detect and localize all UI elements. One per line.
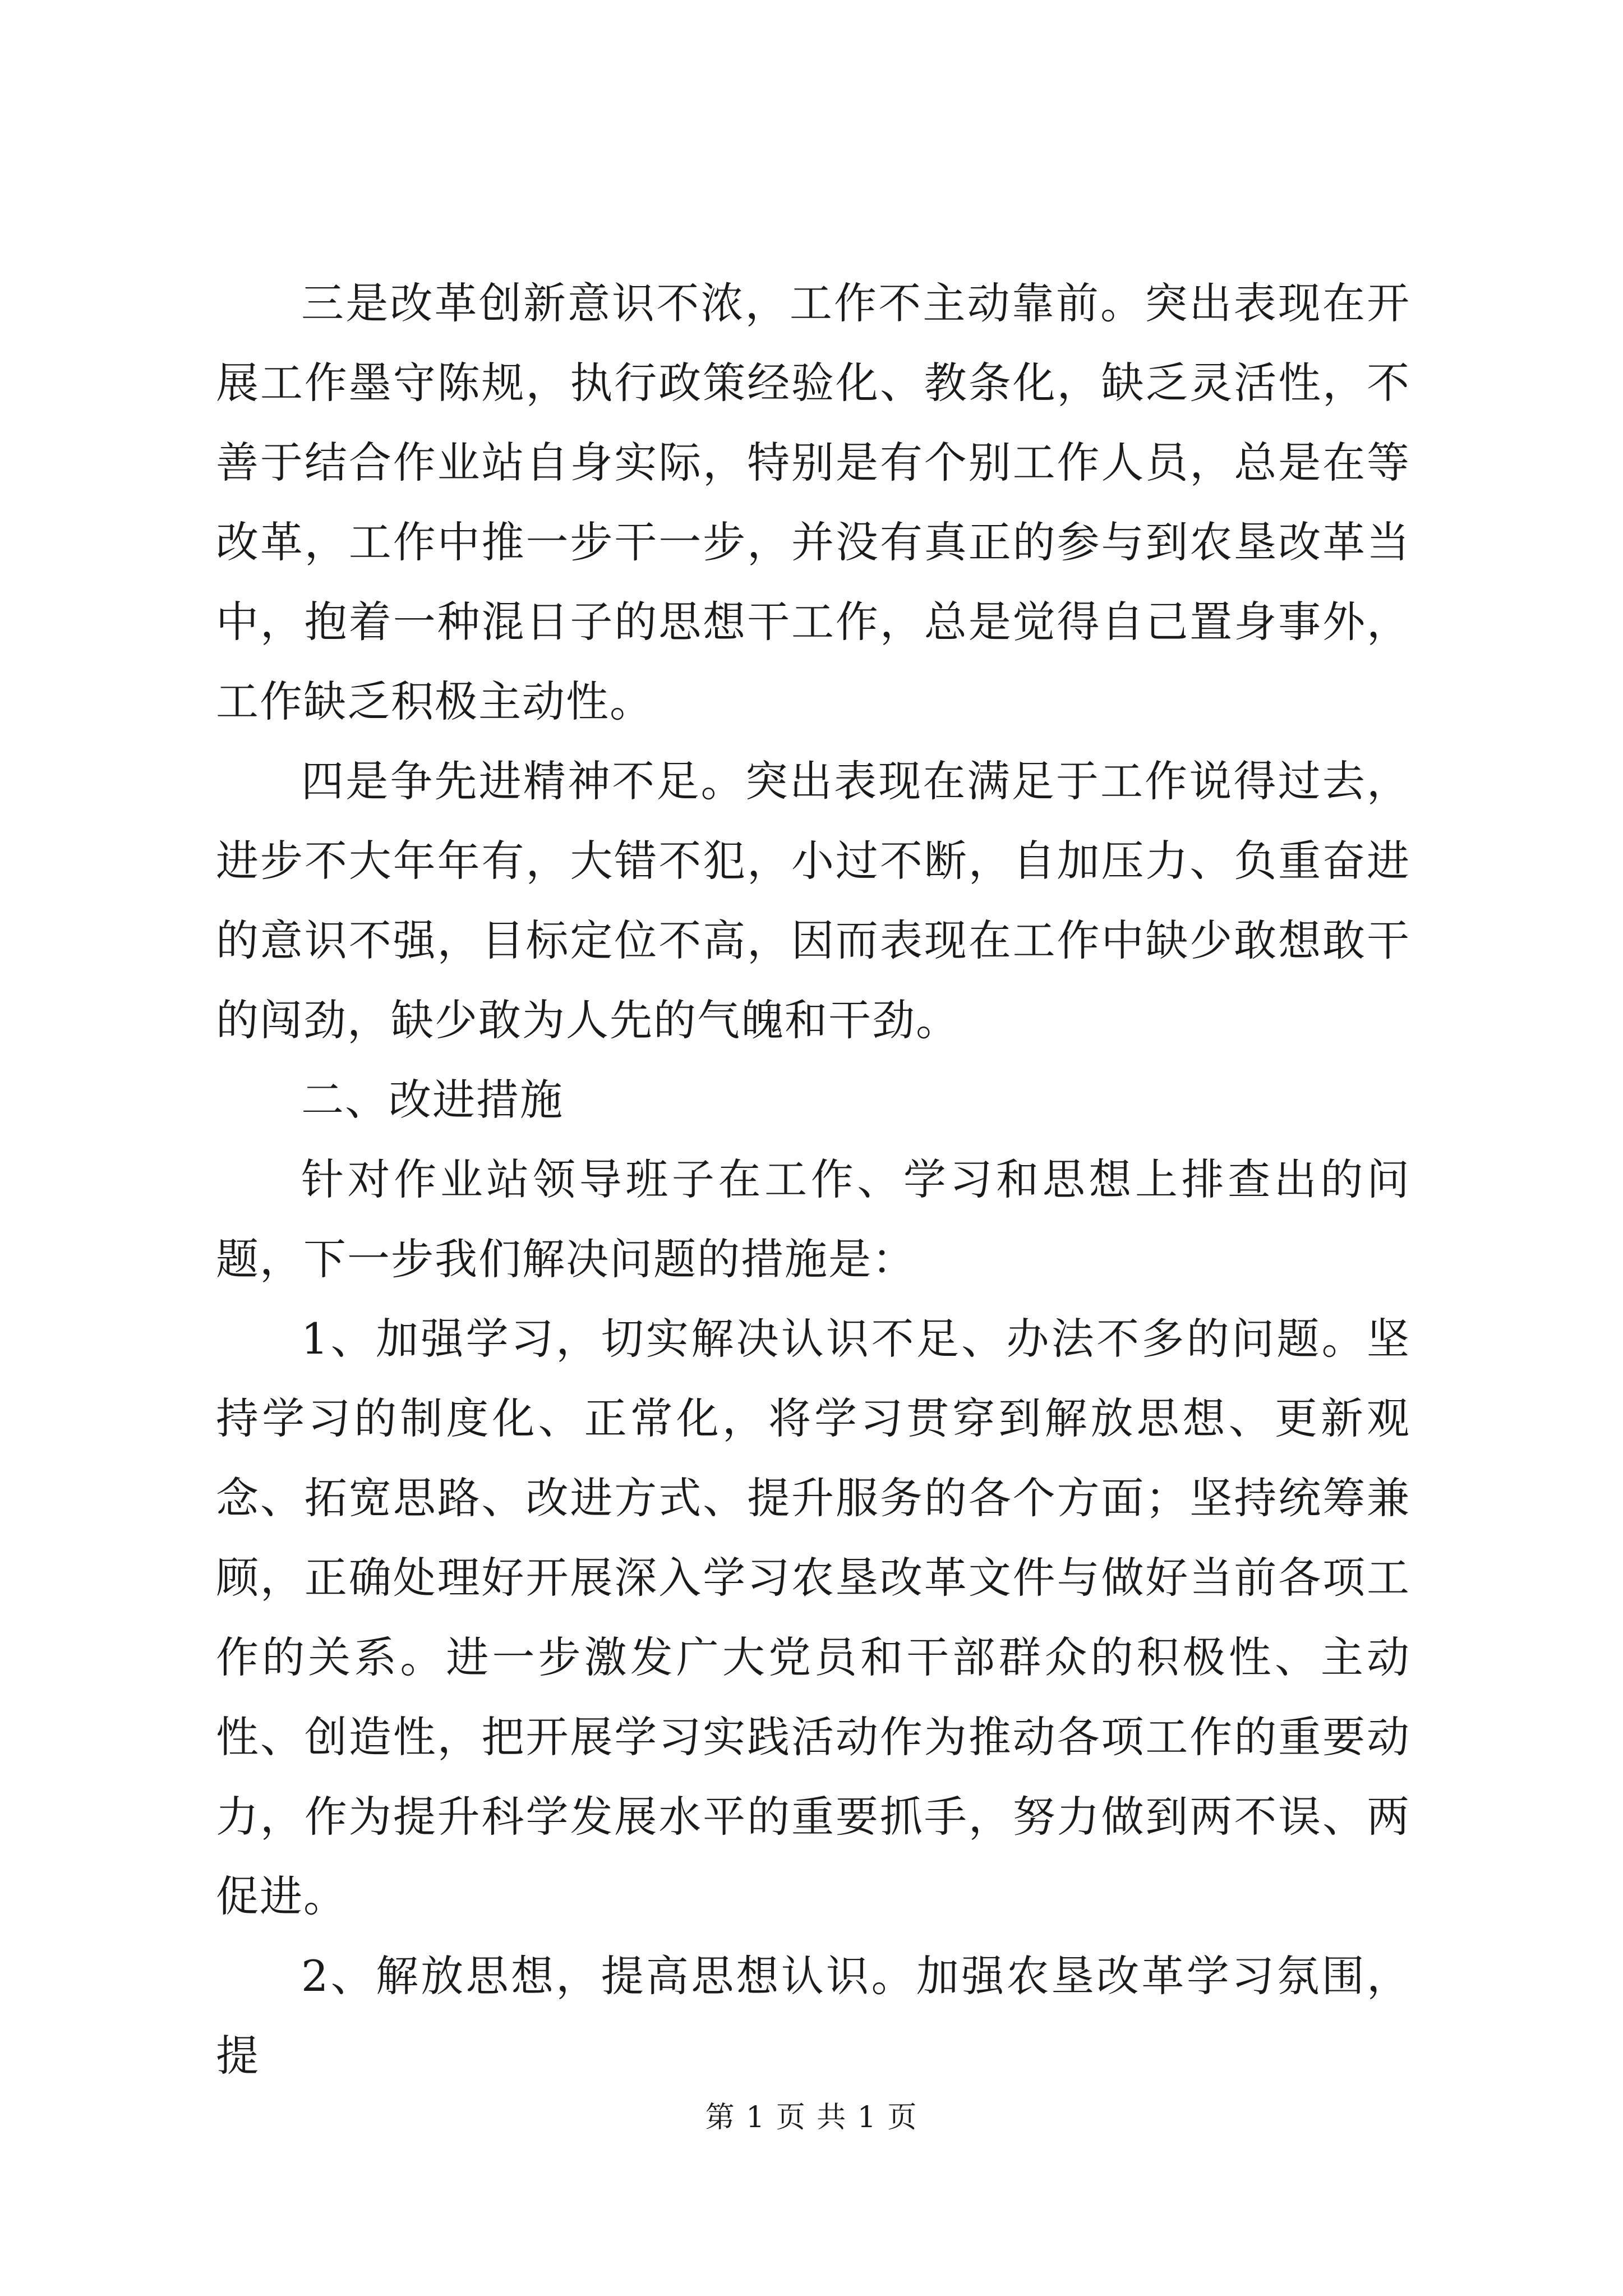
page-number-footer: 第 1 页 共 1 页	[705, 2101, 918, 2134]
paragraph-1: 三是改革创新意识不浓，工作不主动靠前。突出表现在开展工作墨守陈规，执行政策经验化、教条化，缺乏灵活性，不善于结合作业站自身实际，特别是有个别工作人员，总是在等改革，工作中推一步干一步，并没有真正的参与到农垦改革当中，抱着一种混日子的思想干工作，总是觉得自己置身事外，工作缺乏积极主动性。	[216, 278, 1410, 726]
paragraph-4: 1、加强学习，切实解决认识不足、办法不多的问题。坚持学习的制度化、正常化，将学习贯穿到解放思想、更新观念、拓宽思路、改进方式、提升服务的各个方面；坚持统筹兼顾，正确处理好开展深入学习农垦改革文件与做好当前各项工作的关系。进一步激发广大党员和干部群众的积极性、主动性、创造性，把开展学习实践活动作为推动各项工作的重要动力，作为提升科学发展水平的重要抓手，努力做到两不误、两促进。	[216, 1314, 1410, 1921]
paragraph-5: 2、解放思想，提高思想认识。加强农垦改革学习氛围，提	[216, 1951, 1410, 2081]
paragraph-3: 针对作业站领导班子在工作、学习和思想上排查出的问题，下一步我们解决问题的措施是：	[216, 1154, 1410, 1284]
document-body	[216, 264, 1410, 2096]
section-heading: 二、改进措施	[301, 1075, 564, 1125]
paragraph-2: 四是争先进精神不足。突出表现在满足于工作说得过去，进步不大年年有，大错不犯，小过不断，自加压力、负重奋进的意识不强，目标定位不高，因而表现在工作中缺少敢想敢干的闯劲，缺少敢为人先的气魄和干劲。	[216, 756, 1410, 1045]
